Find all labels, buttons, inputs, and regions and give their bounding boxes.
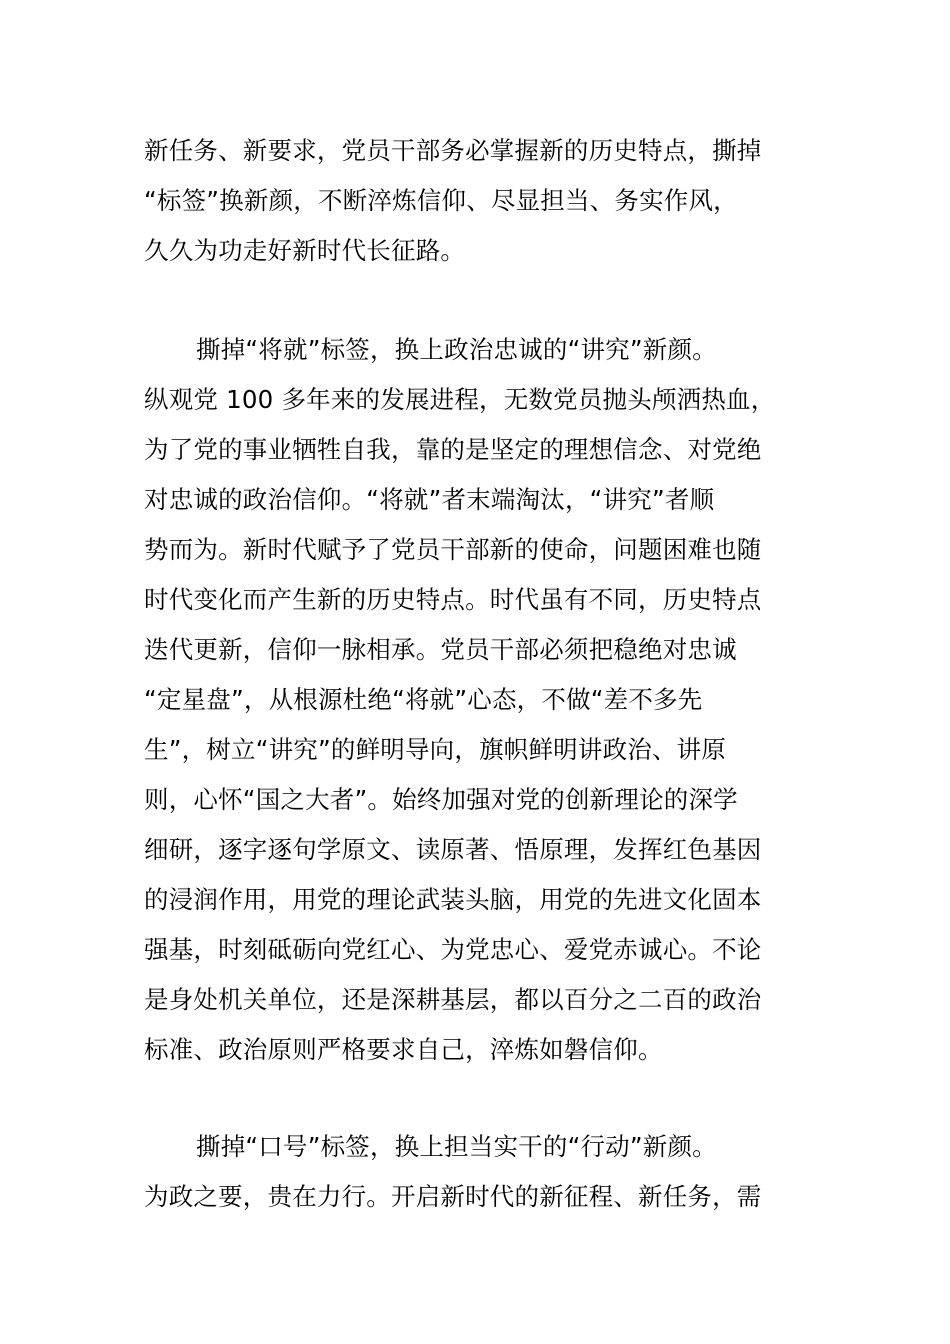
text-line: 为政之要，贵在力行。开启新时代的新征程、新任务，需	[144, 1182, 762, 1211]
text-line: 纵观党 100 多年来的发展进程，无数党员抛头颅洒热血，	[144, 385, 776, 414]
paragraph-political-loyalty	[144, 325, 808, 1075]
text-line: 为了党的事业牺牲自我，靠的是坚定的理想信念、对党绝	[144, 435, 762, 464]
text-line: “定星盘”，从根源杜绝“将就”心态，不做“差不多先	[144, 685, 703, 714]
text-line: 时代变化而产生新的历史特点。时代虽有不同，历史特点	[144, 585, 762, 614]
text-line: 久久为功走好新时代长征路。	[144, 236, 466, 265]
text-line: 细研，逐字逐句学原文、读原著、悟原理，发挥红色基因	[144, 835, 762, 864]
text-line: 势而为。新时代赋予了党员干部新的使命，问题困难也随	[144, 535, 762, 564]
text-line: 新任务、新要求，党员干部务必掌握新的历史特点，撕掉	[144, 136, 762, 165]
text-line: 强基，时刻砥砺向党红心、为党忠心、爱党赤诚心。不论	[144, 935, 762, 964]
text-line: 生”，树立“讲究”的鲜明导向，旗帜鲜明讲政治、讲原	[144, 735, 727, 764]
text-line: “标签”换新颜，不断淬炼信仰、尽显担当、务实作风，	[144, 186, 738, 215]
paragraph-continuation	[144, 126, 808, 276]
text-line: 是身处机关单位，还是深耕基层，都以百分之二百的政治	[144, 985, 762, 1014]
text-line: 对忠诚的政治信仰。“将就”者末端淘汰，“讲究”者顺	[144, 485, 715, 514]
text-line: 迭代更新，信仰一脉相承。党员干部必须把稳绝对忠诚	[144, 635, 737, 664]
paragraph-action	[144, 1122, 808, 1222]
text-line: 则，心怀“国之大者”。始终加强对党的创新理论的深学	[144, 785, 738, 814]
text-line: 撕掉“将就”标签，换上政治忠诚的“讲究”新颜。	[196, 335, 717, 364]
text-line: 撕掉“口号”标签，换上担当实干的“行动”新颜。	[196, 1132, 717, 1161]
text-line: 标准、政治原则严格要求自己，淬炼如磐信仰。	[144, 1035, 663, 1064]
text-line: 的浸润作用，用党的理论武装头脑，用党的先进文化固本	[144, 885, 762, 914]
